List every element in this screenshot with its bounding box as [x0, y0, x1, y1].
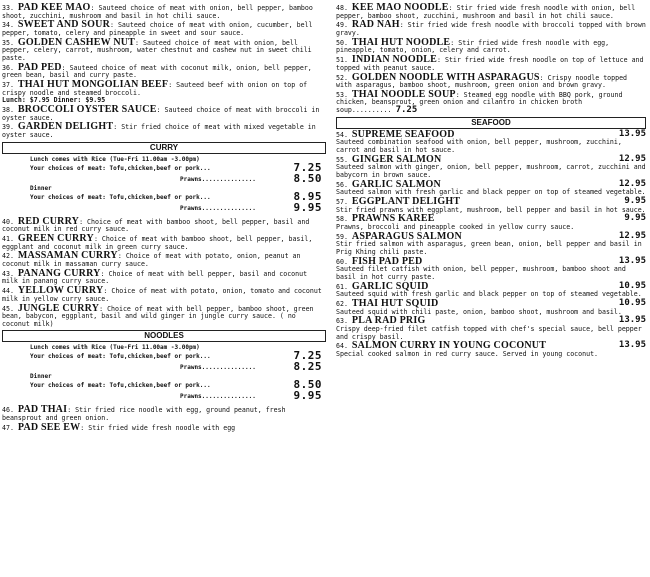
menu-item-broccoli-oyster-sauce: 38. BROCCOLI OYSTER SAUCE: Sauteed choice of meat with broccoli in oyster sauce.: [2, 104, 320, 122]
menu-item-name: PAD SEE EW: [17, 421, 81, 433]
menu-item-name: SUPREME SEAFOOD: [351, 128, 455, 140]
menu-item-pad-thai: 46. PAD THAI: Stir fried rice noodle with egg, ground peanut, fresh beansprout and green onion.: [2, 404, 286, 422]
menu-item-garden-delight: 39. GARDEN DELIGHT: Stir fried choice of meat with mixed vegetable in oyster sauce.: [2, 121, 316, 140]
menu-item-name: SALMON CURRY IN YOUNG COCONUT: [351, 340, 547, 352]
menu-item-pad-see-ew: 47. PAD SEE EW: Stir fried wide fresh noodle with egg: [2, 421, 236, 433]
menu-item-number: 61.: [336, 282, 348, 291]
curry-dinner-prawn-line: [30, 200, 326, 214]
menu-item-red-curry: 40. RED CURRY: Choice of meat with bamboo shoot, bell pepper, basil and coconut milk in red curry sauce.: [2, 215, 310, 234]
menu-item-thai-noodle-soup: 53. THAI NOODLE SOUP: Steamed egg noodle with BBQ pork, ground chicken, beansprout, green onion and cilantro in chicken broth soup.......... 7.25: [336, 88, 623, 116]
menu-item-description: Crispy deep-fried filet catfish topped with chef's special sauce, bell pepper and crispy basil.: [336, 325, 642, 341]
menu-item-number: 56.: [336, 180, 348, 189]
menu-item-name: YELLOW CURRY: [17, 285, 104, 297]
right-column: [336, 4, 646, 360]
menu-item-number: 57.: [336, 197, 348, 206]
menu-item-description: Choice of meat with bell pepper, basil and coconut milk in panang curry sauce.: [2, 269, 308, 286]
noodles-lunch-note: Lunch comes with Rice (Tue-Fri 11.00am -3.00pm): [30, 344, 200, 352]
menu-item-number: 44.: [2, 287, 14, 296]
menu-item-name: KEE MAO NOODLE: [351, 2, 449, 13]
menu-item-name: EGGPLANT DELIGHT: [351, 195, 461, 207]
menu-item-number: 51.: [336, 56, 348, 65]
menu-item-description: Stir fried wide fresh noodle with broccoli topped with brown gravy.: [336, 21, 646, 37]
menu-item-name: GARDEN DELIGHT: [17, 121, 114, 133]
menu-item-number: 39.: [2, 123, 14, 132]
menu-item-description: Sauteed choice of meat with onion, bell pepper, celery, carrot, mushroom, water chestnut and cashew nut in sweet chili paste.: [2, 38, 312, 62]
menu-item-description: Choice of meat with potato, onion, peanut an coconut milk in massaman curry sauce.: [2, 252, 301, 268]
menu-item-ginger-salmon: [336, 153, 646, 180]
curry-lunch-prawn-text: Prawns...............: [180, 175, 256, 183]
menu-item-name: GARLIC SQUID: [351, 280, 429, 292]
menu-item-fish-pad-ped: [336, 255, 646, 282]
menu-item-price: 12.95: [618, 153, 646, 164]
menu-item-garlic-salmon: [336, 178, 646, 197]
menu-item-number: 40.: [2, 217, 14, 226]
menu-item-description: Stir fried choice of meat with mixed vegetable in oyster sauce.: [2, 123, 316, 140]
menu-item-golden-noodle-with-asparagus: 52. GOLDEN NOODLE WITH ASPARAGUS: Crispy noodle topped with asparagus, bamboo shoot, mushroom, green onion and brown gravy.: [336, 71, 628, 90]
noodles-dinner-prawn-line: [30, 391, 326, 402]
menu-item-sweet-and-sour: 34. SWEET AND SOUR: Sauteed choice of meat with onion, cucumber, bell pepper, tomato, celery and pineapple in sweet and sour sauce.: [2, 19, 313, 37]
menu-item-pad-kee-mao: 33. PAD KEE MAO: Sauteed choice of meat with onion, bell pepper, bamboo shoot, zucchini, mushroom and basil in hot chili sauce.: [2, 2, 313, 20]
menu-item-thai-hut-mongolian-beef: 37. THAI HUT MONGOLIAN BEEF: Sauteed beef with onion on top of crispy noodle and steamed broccoli. Lunch: $7.95 Dinner: $9.95: [2, 81, 326, 105]
menu-item-number: 48.: [336, 4, 348, 12]
menu-item-price: 12.95: [618, 230, 646, 241]
menu-item-name: JUNGLE CURRY: [17, 302, 100, 314]
menu-item-price: 10.95: [618, 298, 646, 309]
menu-item-price: 7.25: [395, 105, 418, 116]
menu-item-price: 10.95: [618, 280, 646, 291]
curry-lunch-choice-text: Your choices of meat: Tofu,chicken,beef or pork...: [30, 164, 211, 172]
noodles-lunch-choice-line: [30, 351, 326, 362]
menu-item-number: 46.: [2, 406, 14, 415]
menu-item-description: Special cooked salmon in red curry sauce. Served in young coconut.: [336, 349, 599, 358]
noodles-lunch-prawn-text: Prawns...............: [180, 364, 256, 372]
curry-lunch-prawn-price: 8.50: [293, 171, 322, 185]
menu-item-name: THAI HUT NOODLE: [351, 36, 451, 48]
menu-item-name: MASSAMAN CURRY: [17, 250, 118, 262]
menu-item-name: RED CURRY: [17, 215, 80, 227]
menu-item-name: THAI HUT MONGOLIAN BEEF: [17, 79, 169, 91]
menu-item-number: 59.: [336, 232, 348, 241]
menu-item-description: Sauteed choice of meat with onion, bell pepper, bamboo shoot, zucchini, mushroom and basil in hot chili sauce.: [2, 4, 313, 20]
menu-item-number: 33.: [2, 4, 14, 12]
curry-dinner-prawn-text: Prawns...............: [180, 204, 256, 212]
menu-item-description: Sauteed salmon with fresh garlic and black pepper on top of steamed vegetable.: [336, 188, 646, 197]
menu-item-name: PANANG CURRY: [17, 267, 101, 279]
left-column: [2, 4, 326, 433]
section-header-noodles: NOODLES: [2, 330, 326, 342]
menu-item-name: FISH PAD PED: [351, 255, 423, 267]
menu-item-number: 42.: [2, 252, 14, 261]
menu-item-thai-hut-noodle: 50. THAI HUT NOODLE: Stir fried wide fresh noodle with egg, pineapple, tomato, onion, celery and carrot.: [336, 36, 610, 55]
menu-item-description: Sauteed squid with chili paste, onion, bamboo shoot, mushroom and basil.: [336, 307, 622, 316]
menu-item-golden-cashew-nut: 35. GOLDEN CASHEW NUT: Sauteed choice of meat with onion, bell pepper, celery, carrot, mushroom, water chestnut and cashew nut in sweet chili paste.: [2, 36, 312, 62]
menu-item-lunch-dinner-prices: Lunch: $7.95 Dinner: $9.95: [2, 96, 106, 105]
noodles-lunch-prawn-price: 8.25: [293, 360, 322, 374]
menu-item-number: 60.: [336, 257, 348, 266]
menu-item-description: Choice of meat with potato, onion, tomato and coconut milk in yellow curry sauce.: [2, 287, 322, 303]
menu-item-number: 43.: [2, 269, 14, 278]
menu-item-garlic-squid: [336, 280, 646, 299]
menu-group-entrees: [2, 4, 326, 140]
menu-item-name: GREEN CURRY: [17, 233, 94, 244]
section-header-seafood: SEAFOOD: [336, 117, 646, 129]
menu-item-price: 13.95: [618, 255, 646, 266]
menu-item-description: Steamed egg noodle with BBQ pork, ground chicken, beansprout, green onion and cilantro in chicken broth soup..........: [336, 90, 623, 115]
menu-item-description: Stir fried wide fresh noodle with egg, pineapple, tomato, onion, celery and carrot.: [336, 38, 610, 55]
menu-item-kee-mao-noodle: 48. KEE MAO NOODLE: Stir fried wide fresh noodle with onion, bell pepper, bamboo shoot, zucchini, mushroom and basil in hot chili sauce.: [336, 2, 636, 20]
menu-item-pad-ped: 36. PAD PED: Sauteed choice of meat with coconut milk, onion, bell pepper, green bean, basil and curry paste.: [2, 61, 312, 80]
menu-item-description: Sauteed salmon with ginger, onion, bell pepper, mushroom, carrot, zucchini and babycorn in brown sauce.: [336, 163, 646, 179]
menu-item-name: GOLDEN CASHEW NUT: [17, 36, 136, 48]
noodles-lunch-prawn-line: [30, 362, 326, 373]
curry-dinner-choice-price: 8.95: [293, 189, 322, 203]
menu-item-price: 13.95: [618, 340, 646, 351]
menu-group-seafood: [336, 128, 646, 359]
menu-item-name: ASPARAGUS SALMON: [351, 230, 462, 242]
menu-item-name: THAI NOODLE SOUP: [351, 88, 456, 100]
menu-item-description: Choice of meat with bamboo shoot, bell pepper, basil, eggplant and coconut milk in green curry sauce.: [2, 235, 313, 251]
menu-item-name: PRAWNS KAREE: [351, 213, 435, 225]
menu-item-name: PLA RAD PRIG: [351, 315, 426, 327]
menu-item-number: 36.: [2, 63, 14, 72]
menu-item-jungle-curry: 45. JUNGLE CURRY: Choice of meat with bell pepper, bamboo shoot, green bean, babycon, eggplant, basil and wild ginger in jungle curry sauce. ( no coconut milk): [2, 302, 314, 328]
menu-item-indian-noodle: 51. INDIAN NOODLE: Stir fried wide fresh noodle on top of lettuce and topped with peanut sauce.: [336, 54, 644, 72]
curry-dinner-choice-text: Your choices of meat: Tofu,chicken,beef or pork...: [30, 193, 211, 201]
noodles-dinner-prawn-price: 9.95: [293, 389, 322, 403]
menu-item-description: Choice of meat with bell pepper, bamboo shoot, green bean, babycon, eggplant, basil and wild ginger in jungle curry sauce. ( no coconut milk): [2, 304, 314, 328]
menu-item-description: Stir fried wide fresh noodle with egg: [88, 423, 236, 432]
noodles-lunch-choice-text: Your choices of meat: Tofu,chicken,beef or pork...: [30, 353, 211, 361]
menu-item-name: INDIAN NOODLE: [351, 54, 438, 66]
menu-item-number: 62.: [336, 300, 348, 309]
menu-item-yellow-curry: 44. YELLOW CURRY: Choice of meat with potato, onion, tomato and coconut milk in yellow curry sauce.: [2, 285, 322, 303]
menu-item-number: 58.: [336, 215, 348, 224]
menu-item-supreme-seafood: [336, 128, 646, 155]
menu-item-description: Choice of meat with bamboo shoot, bell pepper, basil and coconut milk in red curry sauce.: [2, 217, 310, 234]
menu-item-number: 41.: [2, 235, 14, 243]
menu-item-number: 52.: [336, 73, 348, 82]
menu-item-price: 9.95: [624, 213, 646, 224]
menu-item-price: 9.95: [624, 195, 646, 206]
menu-item-description: Sauteed choice of meat with onion, cucumber, bell pepper, tomato, celery and pineapple in sweet and sour sauce.: [2, 21, 313, 37]
menu-item-number: 50.: [336, 38, 348, 47]
menu-item-description: Sauteed squid with fresh garlic and black pepper on top of steamed vegetable.: [336, 290, 642, 299]
menu-item-massaman-curry: 42. MASSAMAN CURRY: Choice of meat with potato, onion, peanut an coconut milk in massaman curry sauce.: [2, 250, 301, 268]
curry-lunch-choice-price: 7.25: [293, 160, 322, 174]
noodles-dinner-prawn-text: Prawns...............: [180, 393, 256, 401]
menu-item-description: Sauteed choice of meat with coconut milk, onion, bell pepper, green bean, basil and curry paste.: [2, 63, 312, 80]
curry-lunch-choice-line: [30, 160, 326, 174]
noodles-lunch-choice-price: 7.25: [293, 349, 322, 363]
menu-item-thai-hut-squid: [336, 300, 646, 316]
menu-item-description: Sauteed beef with onion on top of crispy noodle and steamed broccoli.: [2, 81, 308, 97]
menu-item-description: Stir fried wide fresh noodle with onion, bell pepper, bamboo shoot, zucchini, mushroom and basil in hot chili sauce.: [336, 4, 636, 20]
noodles-dinner-label: Dinner: [30, 373, 52, 381]
menu-item-number: 55.: [336, 155, 348, 164]
menu-item-price: 13.95: [618, 315, 646, 326]
menu-item-number: 38.: [2, 106, 14, 115]
menu-group-curry: [2, 215, 326, 329]
menu-item-price: 12.95: [618, 178, 646, 189]
menu-item-asparagus-salmon: [336, 230, 646, 257]
menu-item-name: RAD NAH: [351, 19, 400, 31]
menu-item-name: THAI HUT SQUID: [351, 298, 439, 310]
menu-group-noodles: [2, 406, 326, 432]
section-header-curry: CURRY: [2, 142, 326, 154]
menu-item-name: PAD PED: [17, 61, 62, 73]
menu-item-name: PAD KEE MAO: [17, 2, 91, 13]
menu-item-description: Stir fried rice noodle with egg, ground peanut, fresh beansprout and green onion.: [2, 406, 286, 422]
menu-item-number: 35.: [2, 38, 14, 47]
menu-item-number: 45.: [2, 304, 14, 313]
menu-item-rad-nah: 49. RAD NAH: Stir fried wide fresh noodle with broccoli topped with brown gravy.: [336, 19, 646, 37]
menu-item-salmon-curry-in-young-coconut: [336, 342, 646, 358]
menu-item-eggplant-delight: [336, 195, 646, 214]
menu-item-green-curry: 41. GREEN CURRY: Choice of meat with bamboo shoot, bell pepper, basil, eggplant and coconut milk in green curry sauce.: [2, 233, 313, 251]
curry-dinner-prawn-price: 9.95: [293, 200, 322, 214]
menu-item-number: 34.: [2, 21, 14, 30]
menu-item-description: Crispy noodle topped with asparagus, bamboo shoot, mushroom, green onion and brown gravy.: [336, 73, 628, 90]
menu-item-name: BROCCOLI OYSTER SAUCE: [17, 104, 157, 116]
menu-item-description: Stir fried wide fresh noodle on top of lettuce and topped with peanut sauce.: [336, 56, 644, 72]
menu-item-prawns-karee: [336, 215, 646, 231]
menu-item-number: 54.: [336, 130, 348, 139]
curry-lunch-prawn-line: [30, 171, 326, 185]
menu-item-number: 47.: [2, 423, 14, 432]
menu-item-panang-curry: 43. PANANG CURRY: Choice of meat with bell pepper, basil and coconut milk in panang curry sauce.: [2, 267, 308, 286]
menu-item-number: 49.: [336, 21, 348, 30]
menu-item-name: PAD THAI: [17, 404, 68, 416]
curry-lunch-note: Lunch comes with Rice (Tue-Fri 11.00am -3.00pm): [30, 155, 200, 163]
menu-item-number: 64.: [336, 342, 348, 351]
menu-item-name: SWEET AND SOUR: [17, 19, 110, 31]
menu-item-description: Stir fried prawns with eggplant, mushroom, bell pepper and basil in hot sauce.: [336, 205, 646, 214]
curry-dinner-choice-line: [30, 189, 326, 203]
menu-item-description: Sauteed choice of meat with broccoli in oyster sauce.: [2, 106, 320, 122]
menu-item-number: 37.: [2, 81, 14, 90]
menu-item-name: GOLDEN NOODLE WITH ASPARAGUS: [351, 71, 540, 83]
menu-item-name: GARLIC SALMON: [351, 178, 441, 190]
menu-item-description: Sauteed combination seafood with onion, bell pepper, mushroom, zucchini, carrot and basil in hot sauce.: [336, 138, 622, 154]
noodles-dinner-choice-line: [30, 380, 326, 391]
menu-item-description: Stir fried salmon with asparagus, green bean, onion, bell pepper and basil in Prig Khing chili paste.: [336, 240, 642, 256]
menu-item-price: 13.95: [618, 128, 646, 139]
menu-item-description: Sauteed filet catfish with onion, bell pepper, mushroom, bamboo shoot and basil in hot curry paste.: [336, 265, 626, 281]
noodles-dinner-choice-text: Your choices of meat: Tofu,chicken,beef or pork...: [30, 382, 211, 390]
menu-item-number: 63.: [336, 317, 348, 326]
curry-dinner-label: Dinner: [30, 184, 52, 192]
menu-group-noodles-continued: [336, 4, 646, 115]
noodles-dinner-choice-price: 8.50: [293, 378, 322, 392]
menu-item-number: 53.: [336, 90, 348, 99]
menu-item-pla-rad-prig: [336, 317, 646, 341]
menu-item-description: Prawns, broccoli and pineapple cooked in yellow curry sauce.: [336, 222, 575, 231]
menu-item-name: GINGER SALMON: [351, 153, 442, 165]
